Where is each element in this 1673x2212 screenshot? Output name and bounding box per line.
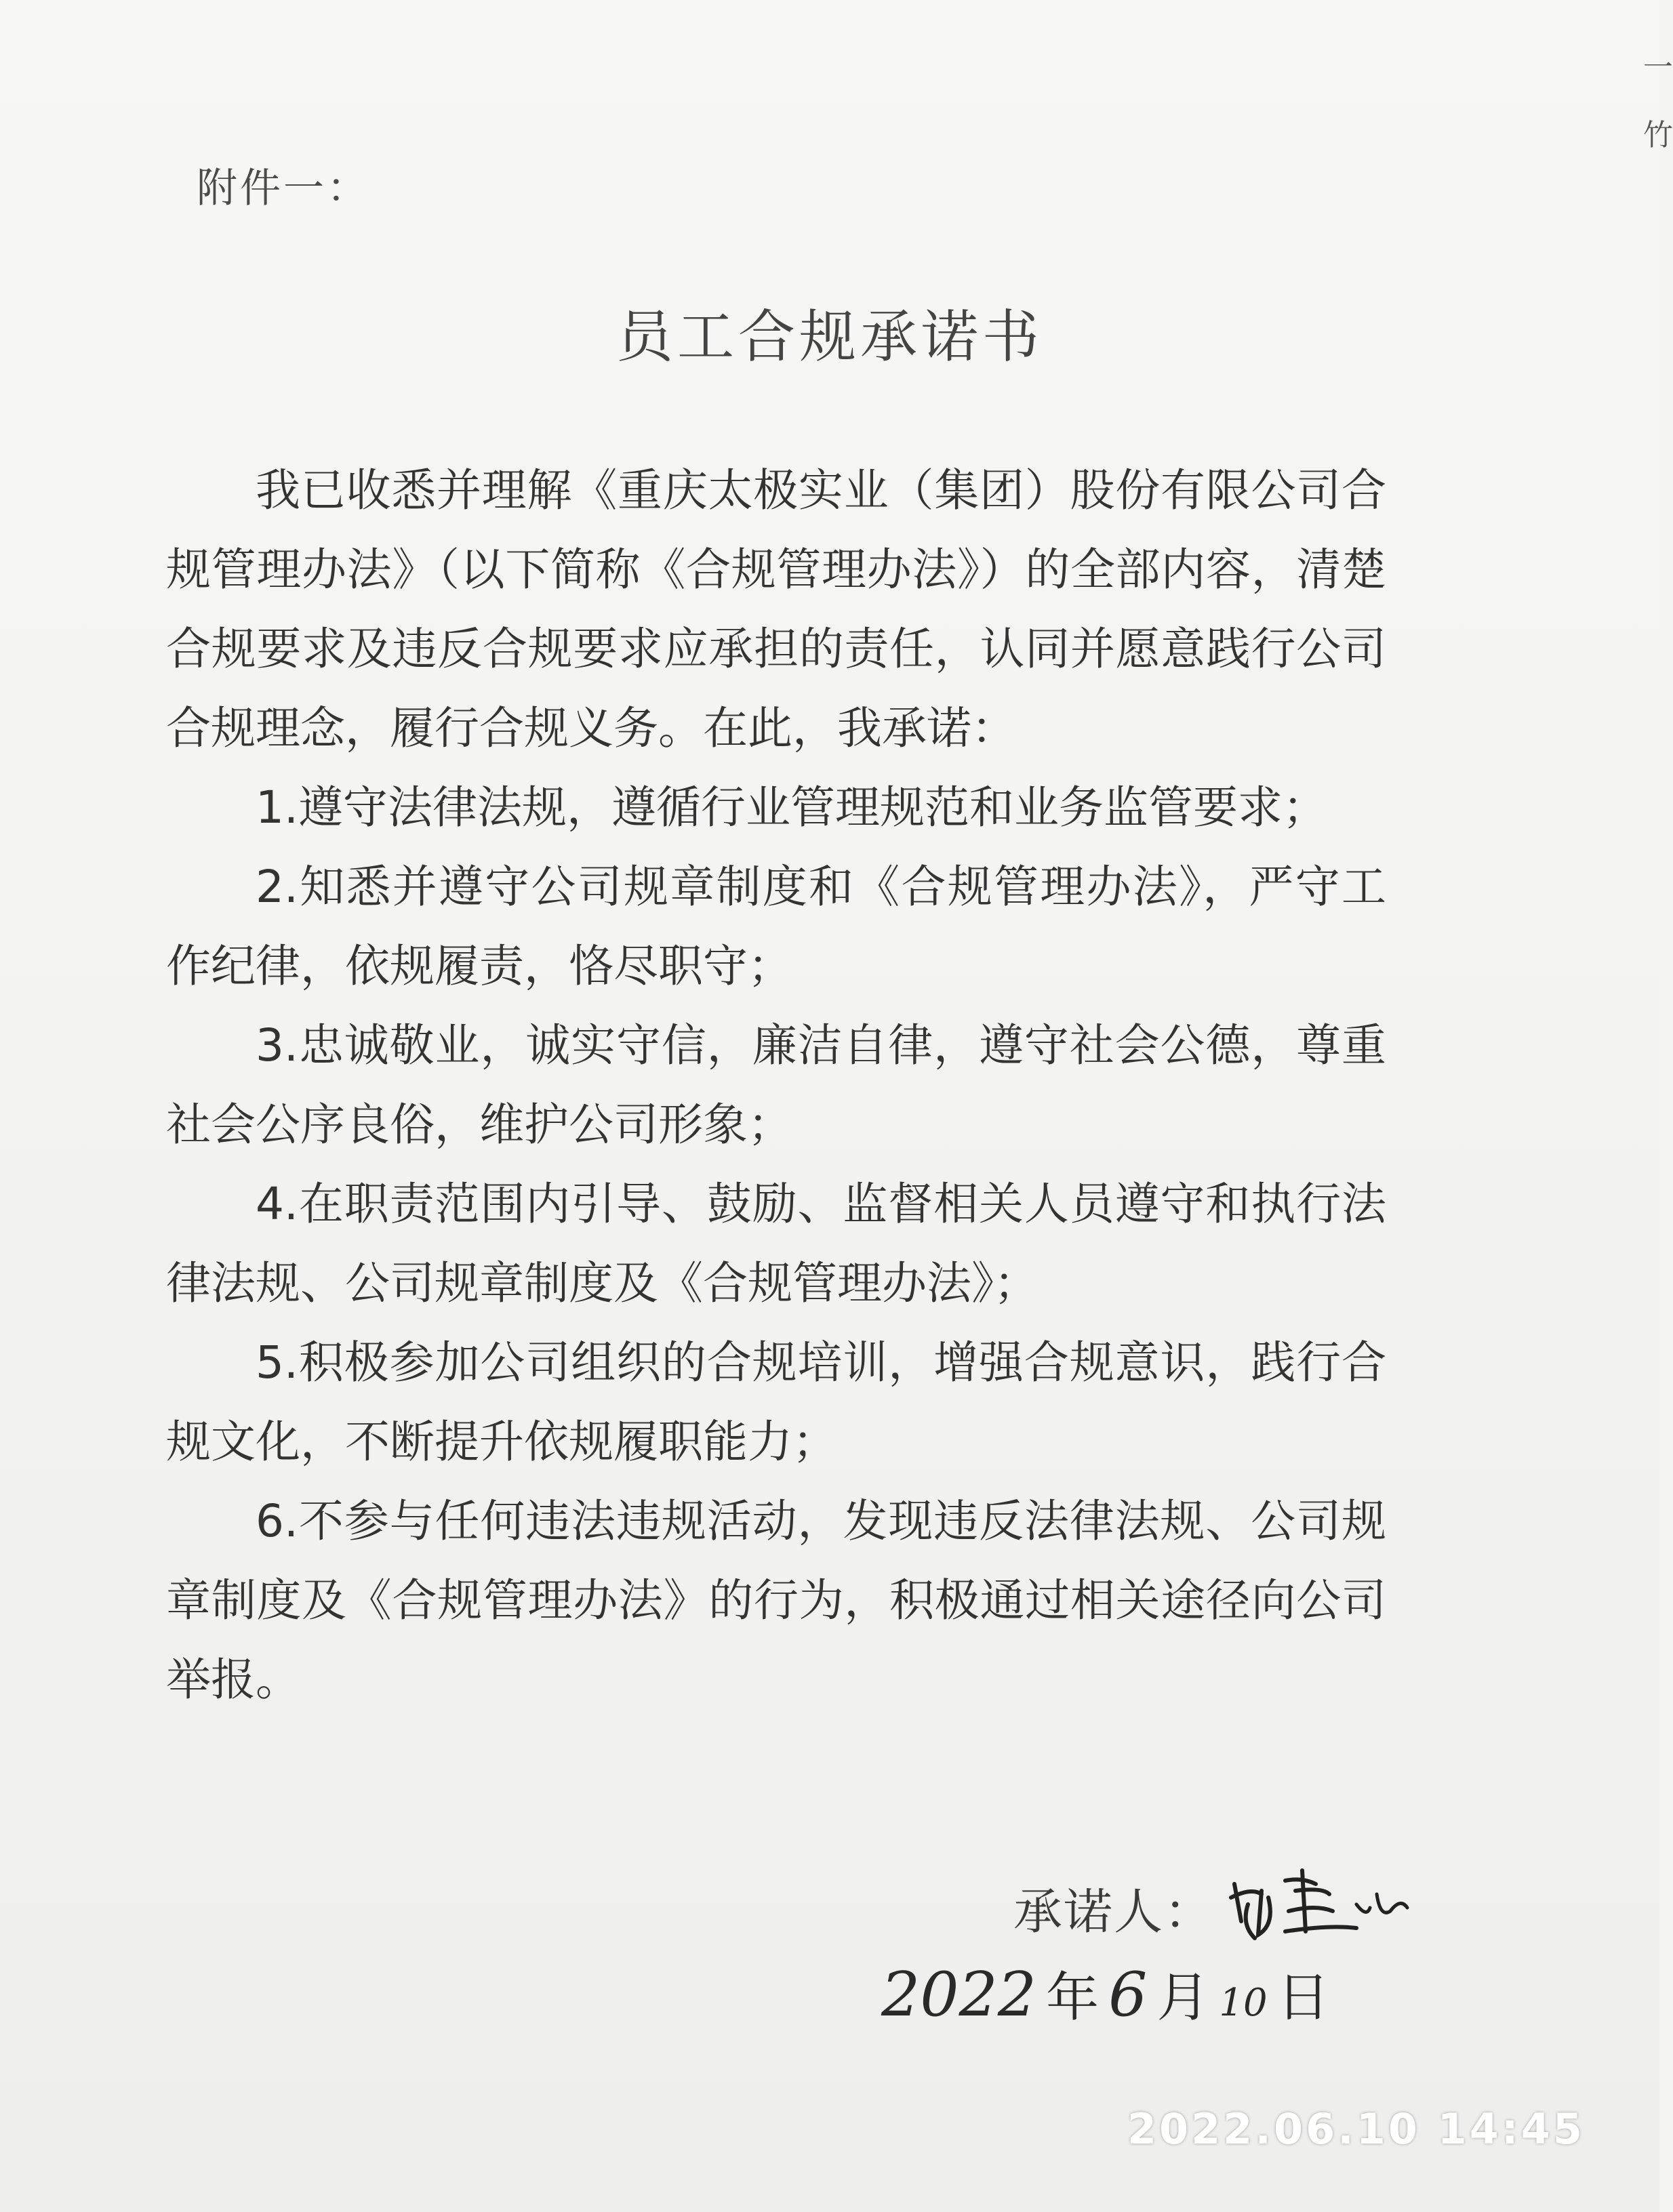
date-year: 2022	[881, 1959, 1037, 2030]
date-year-unit: 年	[1046, 1967, 1100, 2028]
date-day: 10	[1219, 1981, 1268, 2025]
commitment-item: 6.不参与任何违法违规活动，发现违反法律法规、公司规章制度及《合规管理办法》的行为，积极通过相关途径向公司举报。	[166, 1495, 1386, 1706]
edge-char: 竹	[1643, 118, 1673, 152]
handwritten-date	[881, 1955, 1339, 2031]
commitment-item: 4.在职责范围内引导、鼓励、监督相关人员遵守和执行法律法规、公司规章制度及《合规管理办法》；	[166, 1178, 1386, 1309]
commitment-item: 5.积极参加公司组织的合规培训，增强合规意识，践行合规文化，不断提升依规履职能力；	[166, 1336, 1386, 1468]
document-title: 员工合规承诺书	[616, 304, 1043, 370]
handwritten-signature	[1221, 1857, 1424, 1959]
edge-char: 一	[1643, 50, 1673, 85]
intro-paragraph: 我已收悉并理解《重庆太极实业（集团）股份有限公司合规管理办法》（以下简称《合规管理办法》）的全部内容，清楚合规要求及违反合规要求应承担的责任，认同并愿意践行公司合规理念，履行合规义务。在此，我承诺：	[166, 464, 1386, 754]
signatory-label: 承诺人：	[1013, 1883, 1215, 1940]
edge-characters	[1643, 34, 1673, 169]
date-month: 6	[1108, 1959, 1148, 2030]
attachment-label: 附件一：	[197, 165, 370, 212]
commitment-item: 2.知悉并遵守公司规章制度和《合规管理办法》，严守工作纪律，依规履责，恪尽职守；	[166, 861, 1386, 992]
commitment-item: 1.遵守法律法规，遵循行业管理规范和业务监管要求；	[256, 781, 1327, 834]
date-day-unit: 日	[1276, 1967, 1330, 2028]
date-month-unit: 月	[1156, 1967, 1210, 2028]
photo-timestamp: 2022.06.10 14:45	[1127, 2104, 1585, 2154]
signature-block	[1013, 1857, 1424, 1959]
commitment-item: 3.忠诚敬业，诚实守信，廉洁自律，遵守社会公德，尊重社会公序良俗，维护公司形象；	[166, 1019, 1386, 1151]
document-body	[166, 451, 1386, 1719]
